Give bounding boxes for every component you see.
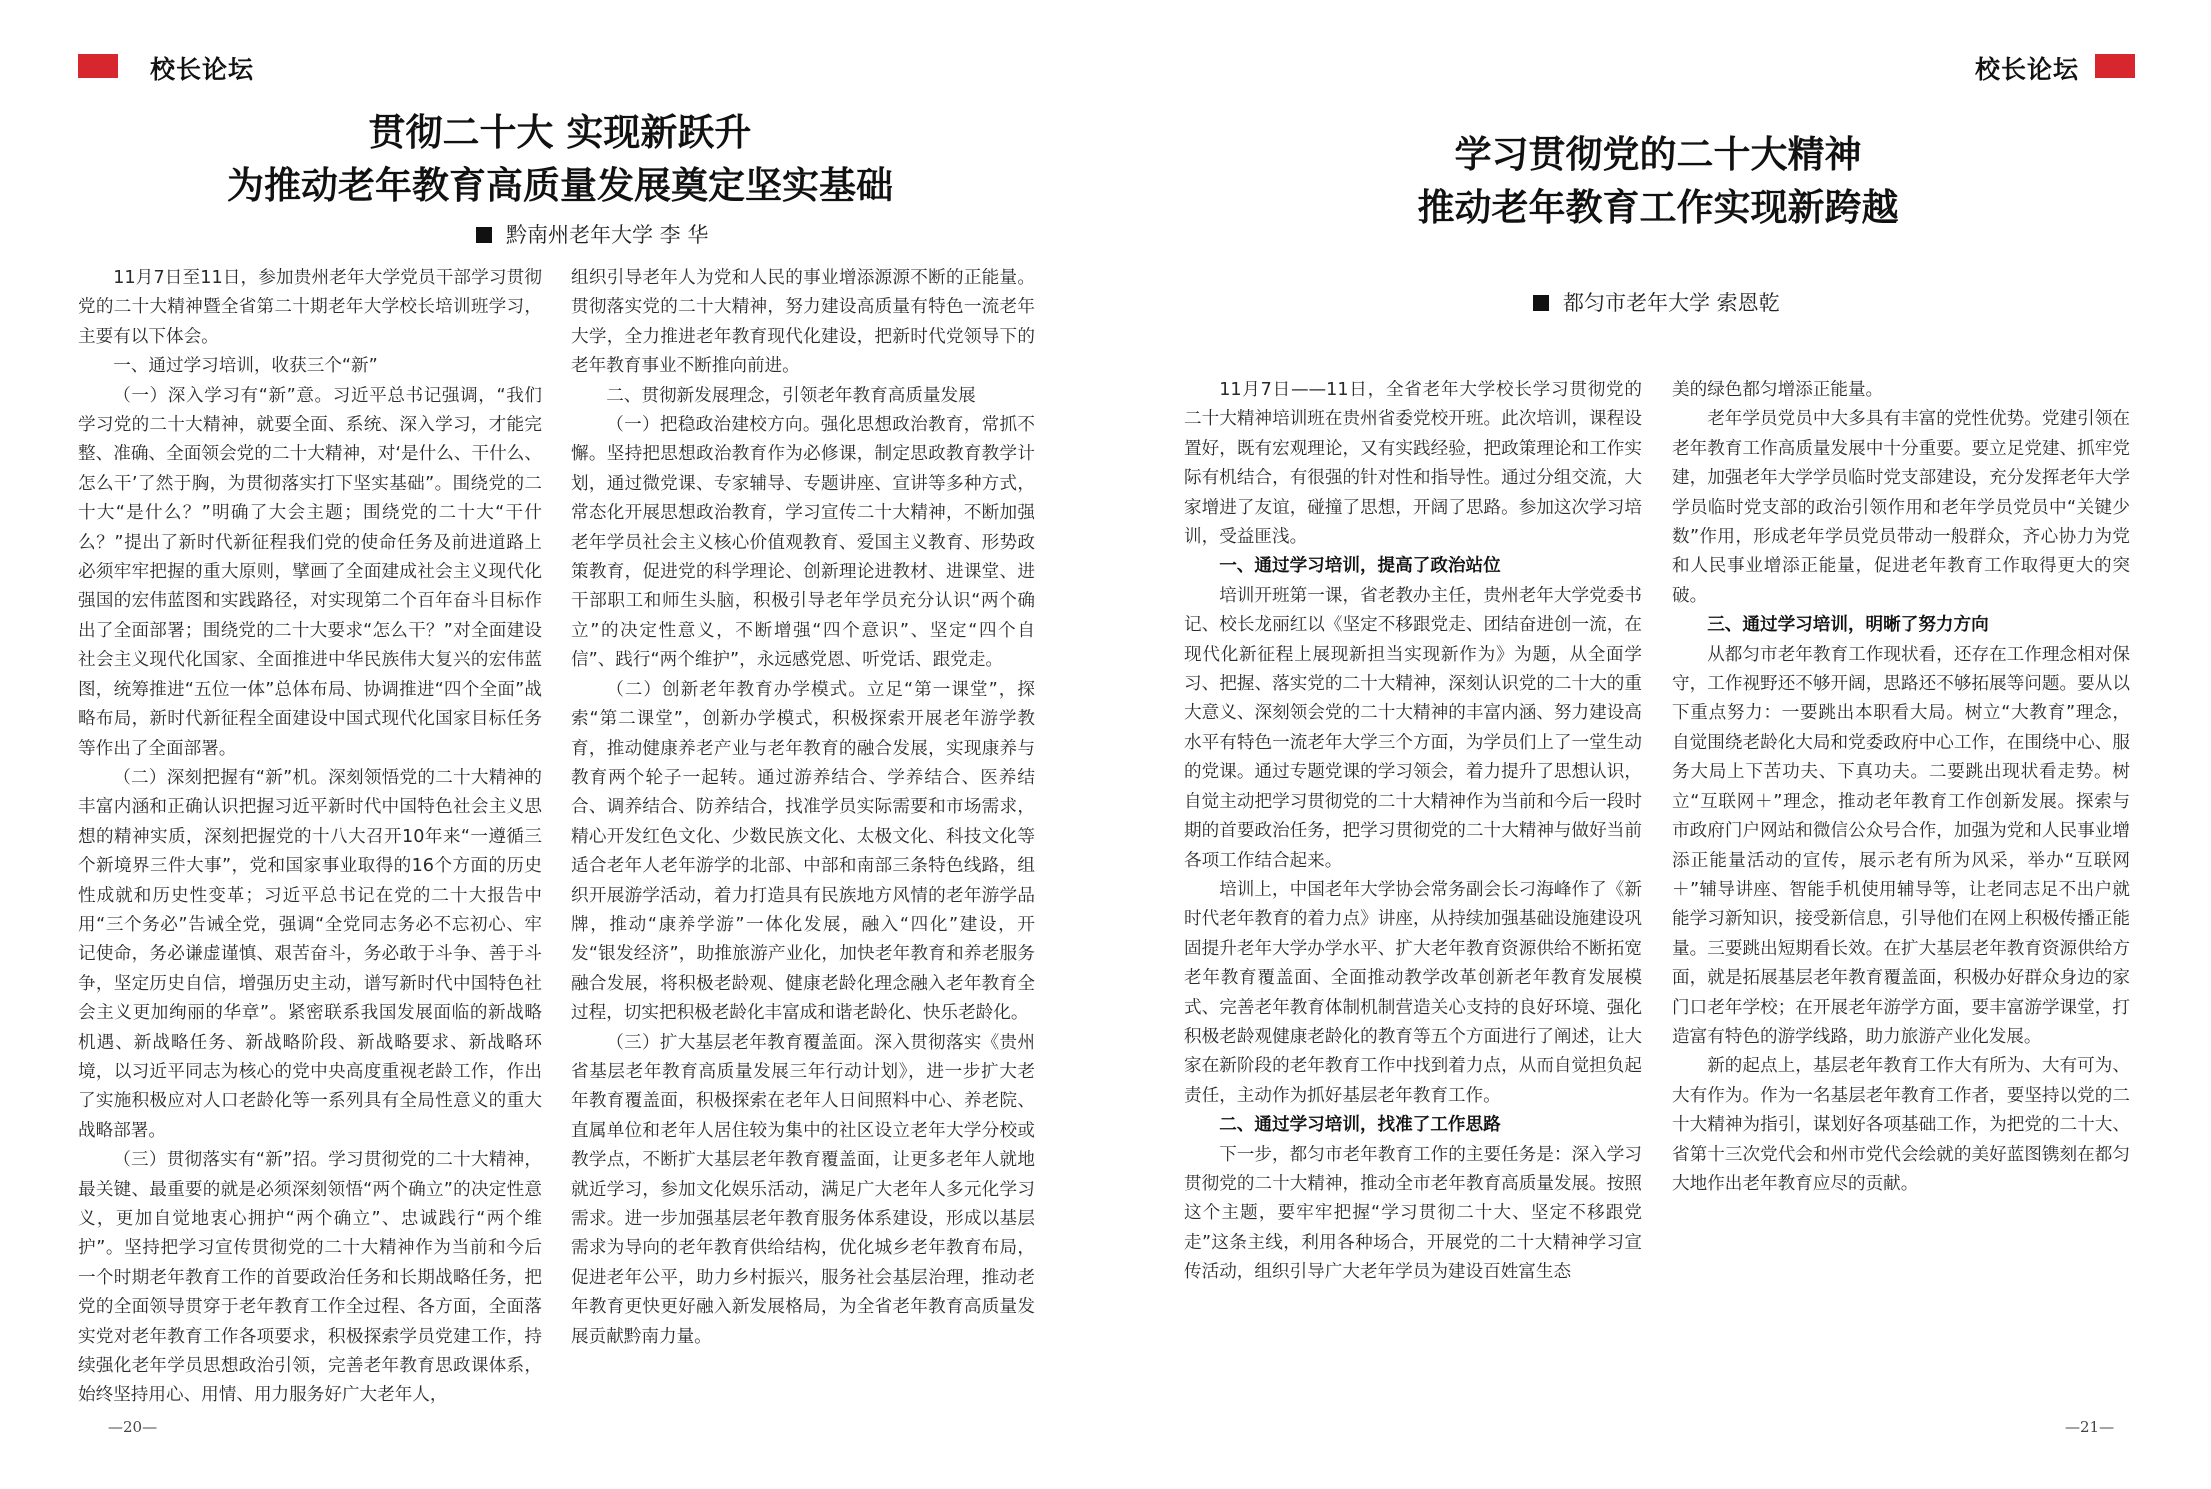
byline-square-icon [1533, 295, 1549, 311]
paragraph: 一、通过学习培训，收获三个“新” [113, 356, 378, 377]
left-column-1 [78, 264, 542, 1411]
paragraph: 新的起点上，基层老年教育工作大有所为、大有可为、大有作为。作为一名基层老年教育工作者，要坚持以党的二十大精神为指引，谋划好各项基础工作，为把党的二十大、省第十三次党代会和州市党代会绘就的美好蓝图镌刻在都匀大地作出老年教育应尽的贡献。 [1672, 1056, 2130, 1194]
section-marker-bar [2095, 54, 2135, 78]
byline-text: 黔南州老年大学 李 华 [506, 223, 709, 247]
section-marker-bar [78, 54, 118, 78]
section-heading: 三、通过学习培训，明晰了努力方向 [1707, 615, 1989, 636]
title-line-1: 学习贯彻党的二十大精神 [1454, 133, 1862, 176]
right-column-2 [1672, 376, 2130, 1199]
paragraph: 11月7日——11日，全省老年大学校长学习贯彻党的二十大精神培训班在贵州省委党校开班。此次培训，课程设置好，既有宏观理论，又有实践经验，把政策理论和工作实际有机结合，有很强的针对性和指导性。通过分组交流，大家增进了友谊，碰撞了思想，开阔了思路。参加这次学习培训，受益匪浅。 [1184, 380, 1642, 548]
paragraph: 11月7日至11日，参加贵州老年大学党员干部学习贯彻党的二十大精神暨全省第二十期老年大学校长培训班学习，主要有以下体会。 [78, 268, 542, 347]
byline-square-icon [476, 227, 492, 243]
paragraph: （三）扩大基层老年教育覆盖面。深入贯彻落实《贵州省基层老年教育高质量发展三年行动计划》，进一步扩大老年教育覆盖面，积极探索在老年人日间照料中心、养老院、直属单位和老年人居住较为集中的社区设立老年大学分校或教学点，不断扩大基层老年教育覆盖面，让更多老年人就地就近学习，参加文化娱乐活动，满足广大老年人多元化学习需求。进一步加强基层老年教育服务体系建设，形成以基层需求为导向的老年教育供给结构，优化城乡老年教育布局，促进老年公平，助力乡村振兴，服务社会基层治理，推动老年教育更快更好融入新发展格局，为全省老年教育高质量发展贡献黔南力量。 [571, 1032, 1035, 1347]
section-label: 校长论坛 [1975, 55, 2080, 84]
paragraph: 二、贯彻新发展理念，引领老年教育高质量发展 [606, 385, 976, 406]
title-line-2: 推动老年教育工作实现新跨越 [1417, 186, 1899, 229]
left-page [0, 0, 1105, 1489]
left-column-2 [571, 264, 1035, 1352]
byline-text: 都匀市老年大学 索恩乾 [1563, 291, 1780, 315]
paragraph: （二）深刻把握有“新”机。深刻领悟党的二十大精神的丰富内涵和正确认识把握习近平新时代中国特色社会主义思想的精神实质，深刻把握党的十八大召开10年来“一遵循三个新境界三件大事”，党和国家事业取得的16个方面的历史性成就和历史性变革；习近平总书记在党的二十大报告中用“三个务必”告诫全党，强调“全党同志务必不忘初心、牢记使命，务必谦虚谨慎、艰苦奋斗，务必敢于斗争、善于斗争，坚定历史自信，增强历史主动，谱写新时代中国特色社会主义更加绚丽的华章”。紧密联系我国发展面临的新战略机遇、新战略任务、新战略阶段、新战略要求、新战略环境，以习近平同志为核心的党中央高度重视老龄工作，作出了实施积极应对人口老龄化等一系列具有全局性意义的重大战略部署。 [78, 767, 542, 1141]
paragraph: 培训开班第一课，省老教办主任，贵州老年大学党委书记、校长龙丽红以《坚定不移跟党走、团结奋进创一流，在现代化新征程上展现新担当实现新作为》为题，从全面学习、把握、落实党的二十大精神，深刻认识党的二十大的重大意义、深刻领会党的二十大精神的丰富内涵、努力建设高水平有特色一流老年大学三个方面，为学员们上了一堂生动的党课。通过专题党课的学习领会，着力提升了思想认识，自觉主动把学习贯彻党的二十大精神作为当前和今后一段时期的首要政治任务，把学习贯彻党的二十大精神与做好当前各项工作结合起来。 [1184, 585, 1642, 871]
paragraph: 培训上，中国老年大学协会常务副会长刁海峰作了《新时代老年教育的着力点》讲座，从持续加强基础设施建设巩固提升老年大学办学水平、扩大老年教育资源供给不断拓宽老年教育覆盖面、全面推动教学改革创新老年教育发展模式、完善老年教育体制机制营造关心支持的良好环境、强化积极老龄观健康老龄化的教育等五个方面进行了阐述，让大家在新阶段的老年教育工作中找到着力点，从而自觉担负起责任，主动作为抓好基层老年教育工作。 [1184, 879, 1642, 1106]
article-title [1105, 128, 2211, 234]
title-line-2: 为推动老年教育高质量发展奠定坚实基础 [227, 164, 893, 207]
paragraph: 老年学员党员中大多具有丰富的党性优势。党建引领在老年教育工作高质量发展中十分重要。要立足党建、抓牢党建，加强老年大学学员临时党支部建设，充分发挥老年大学学员临时党支部的政治引领作用和老年学员党员中“关键少数”作用，形成老年学员党员带动一般群众，齐心协力为党和人民事业增添正能量，促进老年教育工作取得更大的突破。 [1672, 409, 2130, 606]
author-byline [1533, 287, 1780, 317]
article-title [30, 106, 1090, 212]
section-heading: 二、通过学习培训，找准了工作思路 [1219, 1115, 1501, 1136]
paragraph: （一）把稳政治建校方向。强化思想政治教育，常抓不懈。坚持把思想政治教育作为必修课，制定思政教育教学计划，通过微党课、专家辅导、专题讲座、宣讲等多种方式，常态化开展思想政治教育，学习宣传二十大精神，不断加强老年学员社会主义核心价值观教育、爱国主义教育、形势政策教育，促进党的科学理论、创新理论进教材、进课堂、进干部职工和师生头脑，积极引导老年学员充分认识“两个确立”的决定性意义，不断增强“四个意识”、坚定“四个自信”、践行“两个维护”，永远感党恩、听党话、跟党走。 [571, 415, 1035, 671]
section-label: 校长论坛 [150, 55, 255, 84]
page-number: —20— [108, 1418, 158, 1436]
paragraph: （一）深入学习有“新”意。习近平总书记强调，“我们学习党的二十大精神，就要全面、系统、深入学习，才能完整、准确、全面领会党的二十大精神，对‘是什么、干什么、怎么干’了然于胸，为贯彻落实打下坚实基础”。围绕党的二十大“是什么？”明确了大会主题；围绕党的二十大“干什么？”提出了新时代新征程我们党的使命任务及前进道路上必须牢牢把握的重大原则，擘画了全面建成社会主义现代化强国的宏伟蓝图和实践路径，对实现第二个百年奋斗目标作出了全面部署；围绕党的二十大要求“怎么干？”对全面建设社会主义现代化国家、全面推进中华民族伟大复兴的宏伟蓝图，统筹推进“五位一体”总体布局、协调推进“四个全面”战略布局，新时代新征程全面建设中国式现代化国家目标任务等作出了全面部署。 [78, 385, 542, 759]
paragraph: 组织引导老年人为党和人民的事业增添源源不断的正能量。贯彻落实党的二十大精神，努力建设高质量有特色一流老年大学，全力推进老年教育现代化建设，把新时代党领导下的老年教育事业不断推向前进。 [571, 268, 1035, 377]
title-line-1: 贯彻二十大 实现新跃升 [368, 111, 752, 154]
author-byline [476, 219, 708, 249]
right-column-1 [1184, 376, 1642, 1288]
page-number: —21— [2065, 1418, 2115, 1436]
paragraph: （二）创新老年教育办学模式。立足“第一课堂”，探索“第二课堂”，创新办学模式，积极探索开展老年游学教育，推动健康养老产业与老年教育的融合发展，实现康养与教育两个轮子一起转。通过游养结合、学养结合、医养结合、调养结合、防养结合，找准学员实际需要和市场需求，精心开发红色文化、少数民族文化、太极文化、科技文化等适合老年人老年游学的北部、中部和南部三条特色线路，组织开展游学活动，着力打造具有民族地方风情的老年游学品牌，推动“康养学游”一体化发展，融入“四化”建设，开发“银发经济”，助推旅游产业化，加快老年教育和养老服务融合发展，将积极老龄观、健康老龄化理念融入老年教育全过程，切实把积极老龄化丰富成和谐老龄化、快乐老龄化。 [571, 679, 1035, 1024]
section-heading: 一、通过学习培训，提高了政治站位 [1219, 556, 1501, 577]
paragraph: （三）贯彻落实有“新”招。学习贯彻党的二十大精神，最关键、最重要的就是必须深刻领悟“两个确立”的决定性意义，更加自觉地衷心拥护“两个确立”、忠诚践行“两个维护”。坚持把学习宣传贯彻党的二十大精神作为当前和今后一个时期老年教育工作的首要政治任务和长期战略任务，把党的全面领导贯穿于老年教育工作全过程、各方面，全面落实党对老年教育工作各项要求，积极探索学员党建工作，持续强化老年学员思想政治引领，完善老年教育思政课体系，始终坚持用心、用情、用力服务好广大老年人， [78, 1150, 542, 1406]
right-page [1105, 0, 2211, 1489]
paragraph: 下一步，都匀市老年教育工作的主要任务是：深入学习贯彻党的二十大精神，推动全市老年教育高质量发展。按照这个主题，要牢牢把握“学习贯彻二十大、坚定不移跟党走”这条主线，利用各种场合，开展党的二十大精神学习宣传活动，组织引导广大老年学员为建设百姓富生态 [1184, 1144, 1642, 1283]
paragraph: 从都匀市老年教育工作现状看，还存在工作理念相对保守，工作视野还不够开阔，思路还不够拓展等问题。要从以下重点努力：一要跳出本职看大局。树立“大教育”理念，自觉围绕老龄化大局和党委政府中心工作，在围绕中心、服务大局上下苦功夫、下真功夫。二要跳出现状看走势。树立“互联网＋”理念，推动老年教育工作创新发展。探索与市政府门户网站和微信公众号合作，加强为党和人民事业增添正能量活动的宣传，展示老有所为风采，举办“互联网＋”辅导讲座、智能手机使用辅导等，让老同志足不出户就能学习新知识，接受新信息，引导他们在网上积极传播正能量。三要跳出短期看长效。在扩大基层老年教育资源供给方面，就是拓展基层老年教育覆盖面，积极办好群众身边的家门口老年学校；在开展老年游学方面，要丰富游学课堂，打造富有特色的游学线路，助力旅游产业化发展。 [1672, 644, 2130, 1047]
paragraph: 美的绿色都匀增添正能量。 [1672, 380, 1884, 400]
